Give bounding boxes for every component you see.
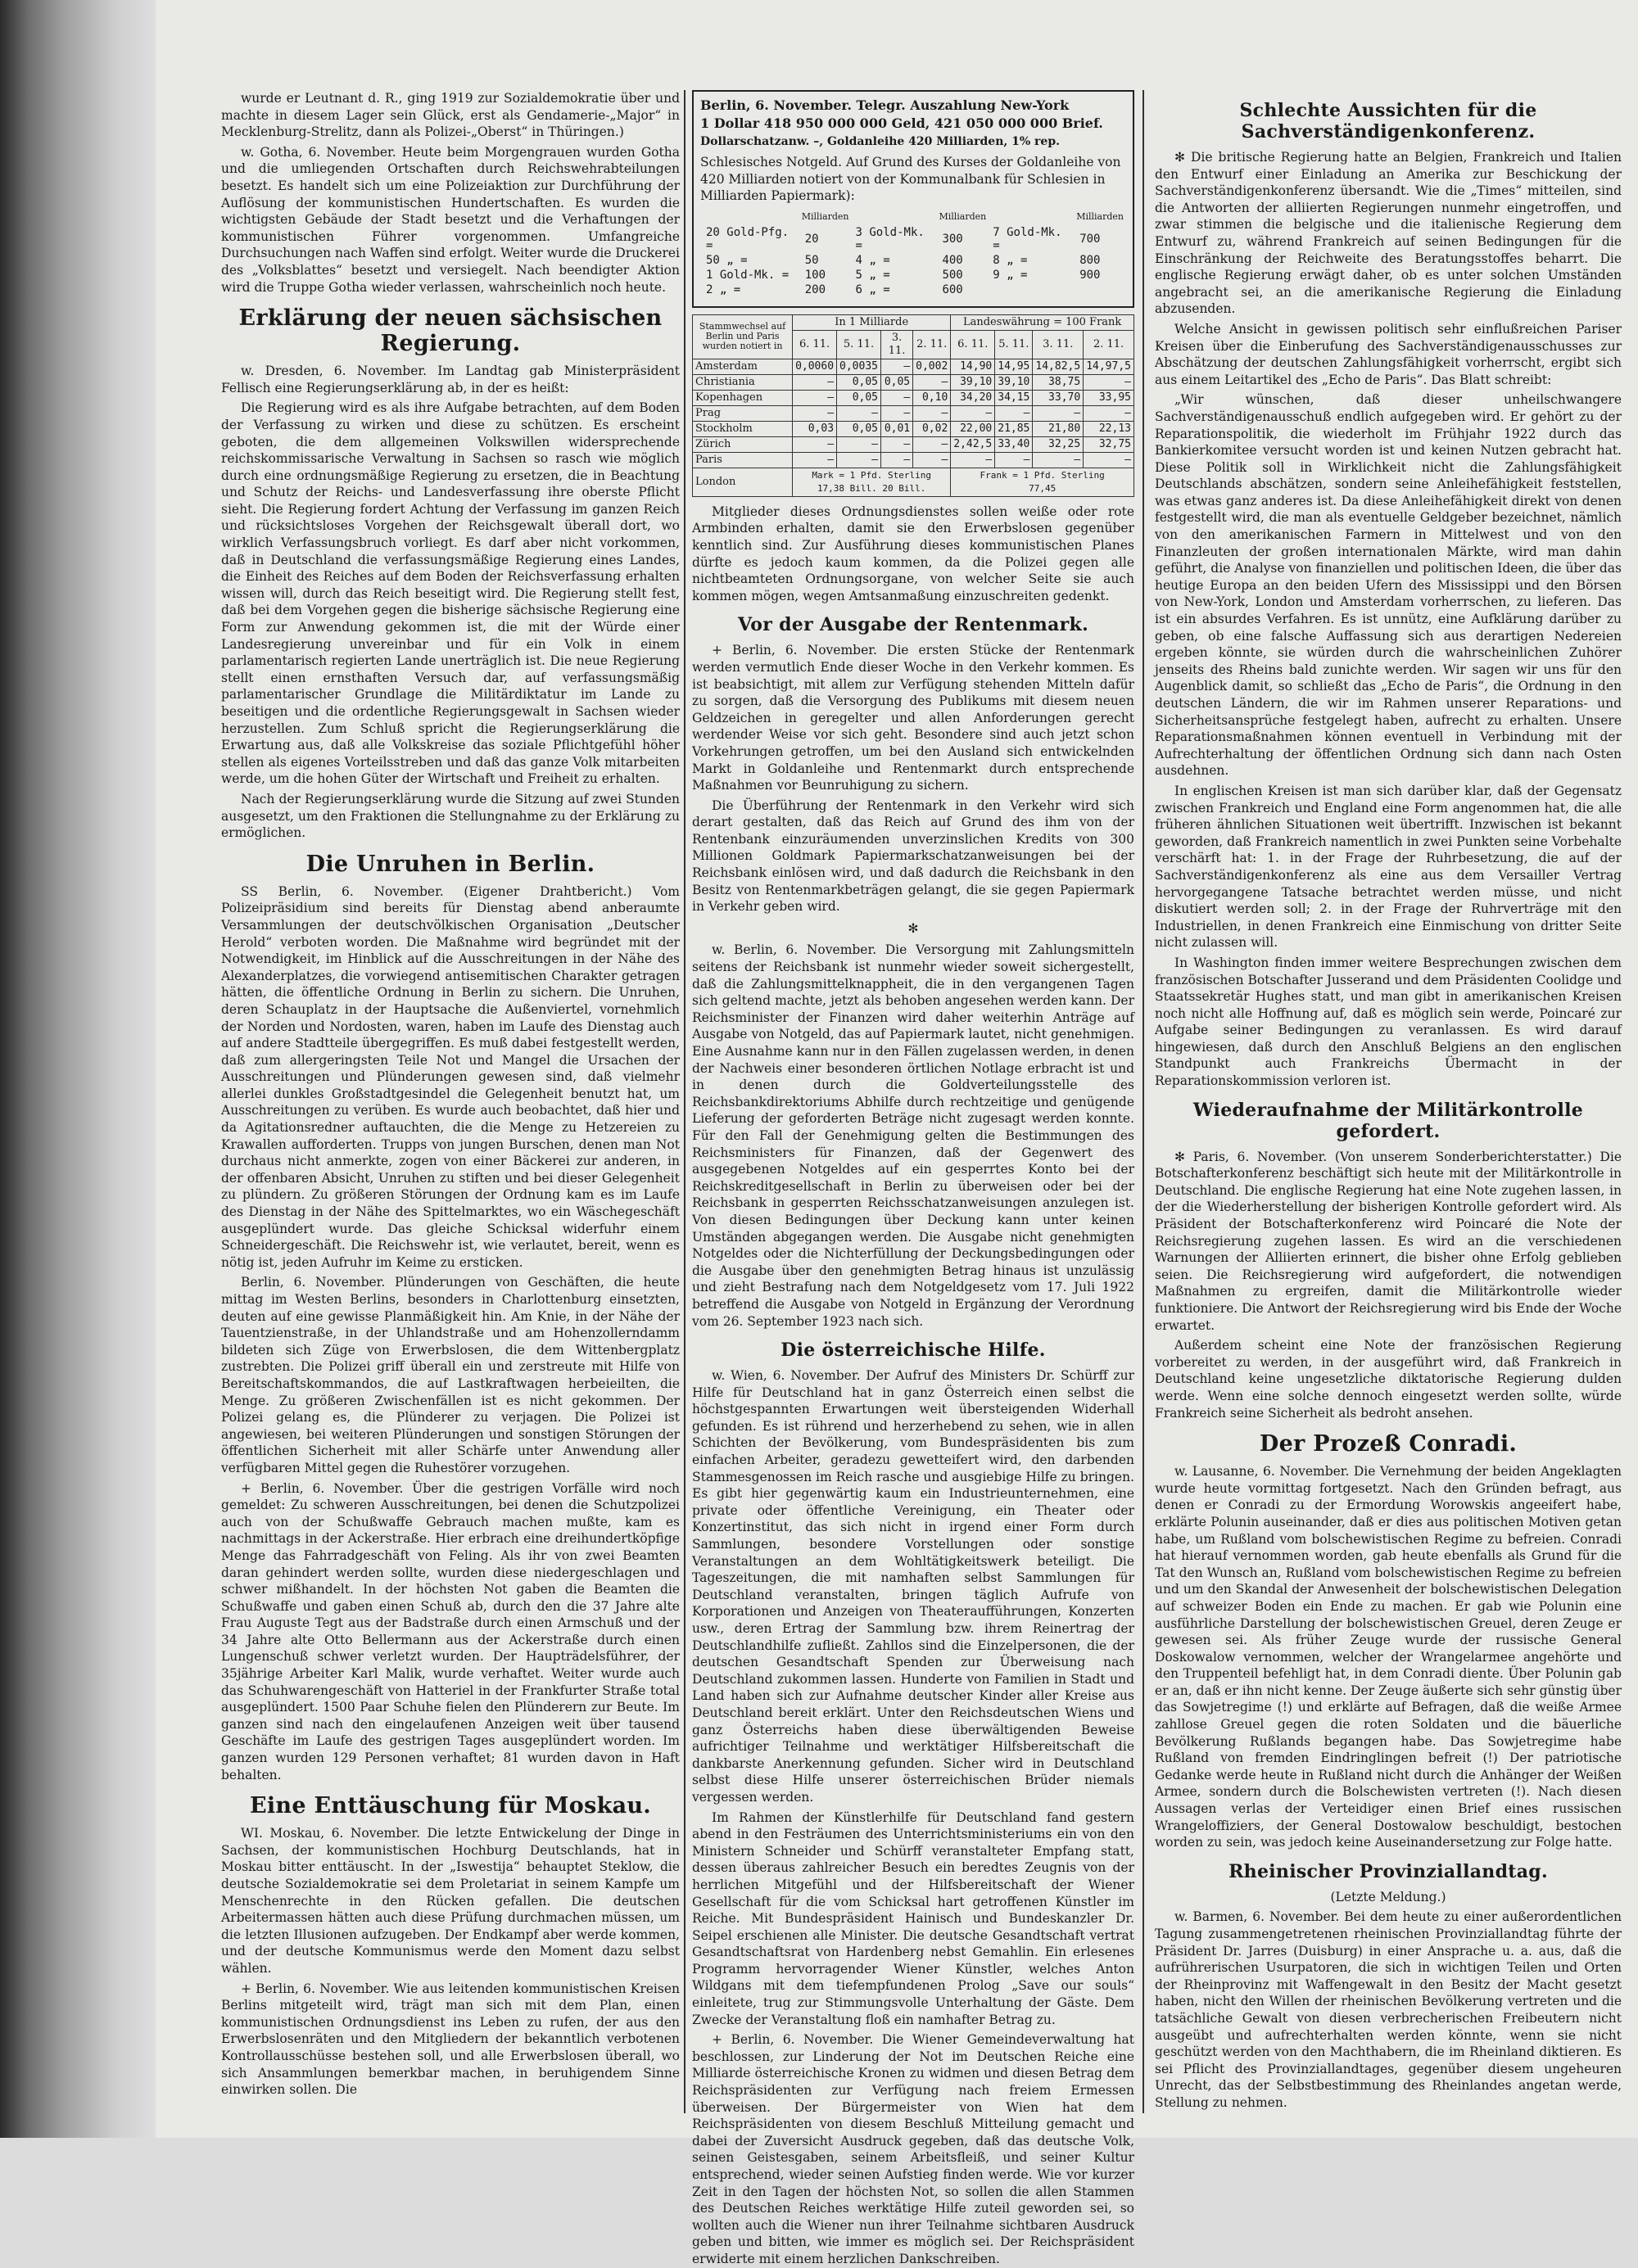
rates-cell: – [881, 390, 913, 405]
table-row [702, 226, 1124, 252]
austrian-aid-report-3: + Berlin, 6. November. Die Wiener Gemeindeverwaltung hat beschlossen, zur Linderung der Not im Deutschen Reiche eine Milliarde österreichische Kronen zu widmen und diesen Betrag dem Reichspräsidenten zur Verfügung nach freiem Ermessen überweisen. Der Bürgermeister von Wien hat dem Reichspräsidenten von diesem Beschluß Mitteilung gemacht und dabei der Zuversicht Ausdruck gegeben, daß das deutsche Volk, seinen Geistesgaben, seinem Arbeitsfleiß, und seiner Kultur entsprechend, wieder seinen Aufstieg finden werde. Wie vor kurzer Zeit in den Tagen der höchsten Not, so sollen die allen Stammen des Deutschen Reiches werktätige Hilfe zuteil geworden sei, so wollten auch die Wiener nun ihrer Teilnahme sichtbaren Ausdruck geben und bitten, wie immer es möglich sei. Der Reichspräsident erwiderte mit einem herzlichen Dankschreiben. [692, 2032, 1134, 2266]
last-report-label: (Letzte Meldung.) [1330, 1889, 1446, 1904]
headline-saxon-government: Erklärung der neuen sächsischen Regierung. [238, 305, 663, 357]
headline-rentenmark: Vor der Ausgabe der Rentenmark. [737, 614, 1089, 636]
newspaper-page [156, 0, 1638, 2266]
rates-cell: – [793, 405, 837, 421]
rates-group-header: In 1 Milliarde [793, 314, 951, 330]
london-frank-rate [951, 468, 1134, 496]
rates-cell: 22,00 [951, 421, 995, 436]
table-cell: 700 [1079, 232, 1101, 246]
column-left [221, 90, 680, 2113]
conradi-trial-report: w. Lausanne, 6. November. Die Vernehmung der beiden Angeklagten wurde heute vormittag fortgesetzt. Nach den Gründen befragt, aus denen er Conradi zu der Ermordung Worowskis angeeifert habe, erklärte Polunin auseinander, daß er dies aus politischen Motiven getan habe, um Rußland vom bolschewistischen Regime zu befreien. Conradi hat hierauf vernommen worden, gab heute ebenfalls als Grund für die Tat den Wunsch an, Rußland vom bolschewistischen Regime zu befreien und um den Skandal der Anwesenheit der bolschewistischen Delegation auf schweizer Boden ein Ende zu machen. Er gab wie Polunin eine ausführliche Darstellung der bolschewistischen Greuel, deren Zeuge er gewesen sei. Als früher Zeuge wurde der russische General Doskowalow vernommen, welcher der Wrangelarmee angehörte und den Truppenteil befehligt hat, in dem Conradi diente. Über Polunin gab er an, daß er ihn nicht kenne. Der Zeuge äußerte sich sehr günstig über das Sowjetregime (!) und erklärte auf Befragen, daß die weiße Armee zahllose Greuel gegen die roten Soldaten und die bäuerliche Bevölkerung Rußlands begangen habe. Das Sowjetregime habe Rußland von fremden Eindringlingen befreit (!) Der patriotische Gedanke werde heute in Rußland nicht durch die Anhänger der Weißen Armee, sondern durch die Bolschewisten vertreten (!). Nach diesen Aussagen verlas der Verteidiger einen Brief eines russischen Wrangeloffiziers, der General Dostowalow beschuldigt, bestochen worden zu sein, was jedoch keine Auseinandersetzung zur Folge hatte. [1155, 1464, 1622, 1850]
moscow-report: WI. Moskau, 6. November. Die letzte Entwickelung der Dinge in Sachsen, der kommunistischen Hochburg Deutschlands, hat in Moskau bitter enttäuscht. In der „Iswestija“ behauptet Steklow, die deutsche Sozialdemokratie sei dem Proletariat in seinem Kampfe um Menschenrechte in den Rücken gefallen. Die deutschen Arbeitermassen hätten auch diese Prüfung durchmachen müssen, um die letzten Illusionen aufzugeben. Der Endkampf aber werde kommen, und der deutsche Kommunismus werde den Moment dazu selbst wählen. [221, 1826, 680, 1976]
echo-de-paris-quote: „Wir wünschen, daß dieser unheilschwangere Sachverständigenausschuß endlich aufgegeben wird. Er gehört zu der Reparationspolitik, die wiederholt im Frühjahr 1922 durch das Bankierkomitee versucht worden ist und keinen Nutzen gebracht hat. Diese Politik soll in Wirklichkeit nicht die Zahlungsfähigkeit Deutschlands abschätzen, sondern seine Anleihefähigkeit feststellen, was etwas ganz anderes ist. Da diese Anleihefähigkeit direkt von denen festgestellt wird, die man als eventuelle Geldgeber bezeichnet, nämlich von den amerikanischen Farmern in Mittelwest und von den Finanzleuten der großen internationalen Märkte, wird man dahin geführt, die Analyse von finanziellen und politischen Ideen, die über das heutige Europa an den beiden Ufern des Mississippi und den Börsen von New-York, London und Amsterdam vorherrschen, zu lieferen. Das ist ein absurdes Verfahren. Es ist unnütz, eine Aufklärung darüber zu geben, ob eine falsche Auffassung sich aus derartigen Nedereien ergeben könnte, sie würden durch die wahrscheinlichen Zuhörer jenseits des Rheins bald zunichte werden. Wir sagen wir uns für den Augenblick damit, so schließt das „Echo de Paris“, die Ordnung in den deutschen Ländern, die wir im Rahmen unserer Reparations- und Sicherheitsansprüche festgelegt haben, aufrecht zu erhalten. Unsere Reparationsmaßnahmen können eventuell in Verbindung mit der Aufrechterhaltung der öffentlichen Ordnung sich dann nach Osten ausdehnen. [1155, 392, 1622, 779]
rates-cell: – [881, 405, 913, 421]
rates-cell: 14,90 [951, 359, 995, 374]
table-cell: 1 Gold-Mk. = [706, 268, 790, 282]
table-row [693, 421, 1134, 436]
rates-cell: 0,002 [913, 359, 951, 374]
unrest-report-1: SS Berlin, 6. November. (Eigener Drahtbericht.) Vom Polizeipräsidium sind bereits für Dienstag abend anberaumte Versammlungen der deutschvölkischen Organisation „Deutscher Herold“ verboten worden. Die Maßnahme wird begründet mit der Notwendigkeit, im Hinblick auf die Ausschreitungen in der Nähe des Alexanderplatzes, die vorwiegend antisemitischen Charakter getragen hätten, die öffentliche Ordnung in Berlin zu sichern. Die Unruhen, deren Schauplatz in der Hauptsache die Außenviertel, vornehmlich der Norden und Nordosten, waren, haben im Laufe des Dienstag auch auf andere Stadtteile übergegriffen. Es muß dabei festgestellt werden, daß zum allergeringsten Teile Not und Mangel die Ursachen der Ausschreitungen und Plünderungen gewesen sind, daß vielmehr allerlei dunkles Großstadtgesindel die Gelegenheit benutzt hat, um Ausschreitungen zu verüben. Es wurde auch beobachtet, daß hier und da Agitationsredner auftauchten, die die Menge zu Hetzereien zu Krawallen aufforderten. Trupps von jungen Burschen, denen man Not durchaus nicht anmerkte, zogen von einer Bäckerei zur anderen, in der offenbaren Absicht, Unruhen zu stiften und bei dieser Gelegenheit zu plündern. Zu größeren Störungen der Ordnung kam es im Laufe des Dienstag in der Nähe des Spittelmarktes, wo ein Wäschegeschäft ausgeplündert wurde. Das gleiche Schicksal widerfuhr einem Schneidergeschäft. Die Reichswehr ist, wie verlautet, bereit, wenn es nötig ist, jeden Aufruhr im Keime zu ersticken. [221, 883, 680, 1270]
rates-date: 2. 11. [1084, 330, 1134, 359]
headline-berlin-unrest: Die Unruhen in Berlin. [305, 851, 595, 877]
table-cell: 3 Gold-Mk. = [855, 225, 925, 252]
rates-cell: – [793, 452, 837, 468]
rates-cell: 0,0060 [793, 359, 837, 374]
rates-cell: – [881, 452, 913, 468]
rates-cell: 21,85 [995, 421, 1033, 436]
rates-cell: – [837, 436, 881, 452]
article-continuation: wurde er Leutnant d. R., ging 1919 zur Sozialdemokratie über und machte in diesem Lager sein Glück, erst als Gendamerie-„Major“ in Mecklenburg-Strelitz, dann als Polizei-„Oberst“ in Thüringen.) [221, 91, 680, 140]
rates-cell: – [1084, 405, 1134, 421]
rates-cell: – [1033, 452, 1084, 468]
rates-cell: 34,15 [995, 390, 1033, 405]
table-row [693, 374, 1134, 390]
rates-cell: 0,01 [881, 421, 913, 436]
scan-binding-edge [0, 0, 156, 2138]
unrest-report-2: Berlin, 6. November. Plünderungen von Geschäften, die heute mittag im Westen Berlins, besonders in Charlottenburg einsetzten, deuten auf eine gewisse Planmäßigkeit hin. Am Knie, in der Nähe der Tauentzienstraße, in der Uhlandstraße und am Hohenzollerndamm bildeten sich Züge von Erwerbslosen, die dem Wittenbergplatz zustrebten. Die Polizei griff überall ein und zerstreute mit Hilfe von Bereitschaftskommandos, die auf Lastkraftwagen herbeieilten, die Menge. Zu größeren Zwischenfällen ist es nicht gekommen. Der Polizei gelang es, die Plünderer zu verjagen. Die Polizei ist angewiesen, bei weiteren Plünderungen und sonstigen Störungen der öffentlichen Sicherheit mit aller Schärfe unter Anwendung aller verfügbaren Mittel gegen die Ruhestörer vorzugehen. [221, 1275, 680, 1475]
rates-cell: 33,70 [1033, 390, 1084, 405]
table-cell: 50 „ = [706, 253, 748, 267]
rates-cell: 33,95 [1084, 390, 1134, 405]
table-cell: 7 Gold-Mk. = [993, 225, 1062, 252]
expert-conference-3: In englischen Kreisen ist man sich darüber klar, daß der Gegensatz zwischen Frankreich und England eine Form angenommen hat, die alle früheren ähnlichen Situationen weit übertrifft. Inzwischen ist bekannt geworden, daß Frankreich namentlich in zwei Punkten seine Vorbehalte verschärft hat: 1. in der Frage der Ruhrbesetzung, die auf der Sachverständigenkonferenz als eine aus dem Versailler Vertrag hervorgegangene Tatsache betrachtet werden müsse, und nicht diskutiert werden soll; 2. in der Frage der Ruhrverträge mit den Industriellen, in denen Frankreich eine Einmischung von dritter Seite nicht zulassen will. [1155, 783, 1622, 951]
headline-moscow: Eine Enttäuschung für Moskau. [249, 1793, 652, 1819]
rates-date: 6. 11. [793, 330, 837, 359]
rates-cell: – [881, 436, 913, 452]
rates-cell: – [951, 452, 995, 468]
rates-date: 5. 11. [995, 330, 1033, 359]
notgeld-col-head: Milliarden [939, 210, 987, 222]
rates-cell: – [837, 405, 881, 421]
exchange-rates-table [692, 314, 1134, 497]
currency-supply-report: w. Berlin, 6. November. Die Versorgung mit Zahlungsmitteln seitens der Reichsbank ist nunmehr wieder soweit sichergestellt, daß die Zahlungsmittelknappheit, die in den vergangenen Tagen sich geltend machte, jetzt als behoben angesehen werden kann. Der Reichsminister der Finanzen wird daher weiterhin Anträge auf Ausgabe von Notgeld, das auf Papiermark lautet, nicht genehmigen. Eine Ausnahme kann nur in den Fällen zugelassen werden, in denen der Nachweis einer besonderen örtlichen Notlage erbracht ist und in denen durch die Goldverteilungsstelle des Reichsbankdirektoriums Abhilfe durch rechtzeitige und genügende Lieferung der geforderten Beträge nicht zugesagt werden konnte. Für den Fall der Genehmigung gelten die Bestimmungen des Reichsministers für Finanzen, daß der Gegenwert des ausgegebenen Notgeldes auf ein gesperrtes Konto bei der Reichskreditgesellschaft in Berlin zu überweisen oder bei der Reichsbank in gesperrten Reichsschatzanweisungen anzulegen ist. Von diesen Bedingungen über Deckung kann unter keinen Umständen abgegangen werden. Die Ausgabe nicht genehmigten Notgeldes oder die Nichterfüllung der Deckungsbedingungen oder die Ausgabe über den genehmigten Betrag hinaus ist unzulässig und zieht Bestrafung nach dem Notgeldgesetz vom 17. Juli 1922 betreffend die Ausgabe von Notgeld in Ergänzung der Verordnung vom 26. September 1923 nach sich. [692, 942, 1134, 1329]
rates-cell: 38,75 [1033, 374, 1084, 390]
london-mark-label: Mark = 1 Pfd. Sterling [812, 469, 932, 481]
headline-expert-conference: Schlechte Aussichten für die Sachverständigenkonferenz. [1239, 100, 1537, 142]
rentenmark-report-2: Die Überführung der Rentenmark in den Verkehr wird sich derart gestalten, daß das Reich auf Grund des ihm von der Rentenbank einzuräumenden unverzinslichen Kredits von 300 Millionen Goldmark Papiermarkschatzanweisungen bei der Reichsbank einlösen wird, und daß dadurch die Reichsbank in den Besitz von Rentenmarkbeträgen gelangt, die sie gegen Papiermark in Verkehr geben wird. [692, 797, 1134, 915]
rates-cell: 32,25 [1033, 436, 1084, 452]
table-row [693, 405, 1134, 421]
london-frank-label: Frank = 1 Pfd. Sterling [980, 469, 1105, 481]
london-mark-value: 17,38 Bill. 20 Bill. [817, 482, 926, 494]
rates-cell: – [995, 405, 1033, 421]
exchange-rate-line-1: Berlin, 6. November. Telegr. Auszahlung New-York [700, 97, 1070, 113]
expert-conference-1: ✻ Die britische Regierung hatte an Belgien, Frankreich und Italien den Entwurf einer Einladung an Amerika zur Beschickung der Sachverständigenkonferenz übersandt. Wie die „Times“ mitteilen, sind die Antworten der alliierten Regierungen nunmehr eingetroffen, und zwar stimmen die belgische und die italienische Regierung dem Entwurf zu, während Frankreich auf seinen Bedingungen für die Einschränkung der Reichweite des Beratungsstoffes beharrt. Die englische Regierung erwägt daher, ob es unter solchen Umständen angebracht sei, an die amerikanische Regierung die Einladung abzusenden. [1155, 150, 1622, 317]
dresden-dateline: w. Dresden, 6. November. Im Landtag gab Ministerpräsident Fellisch eine Regierungserklärung ab, in der es heißt: [221, 364, 680, 395]
rates-city: Prag [693, 405, 793, 421]
notgeld-col-head: Milliarden [801, 210, 849, 222]
rates-cell: – [951, 405, 995, 421]
table-row [693, 390, 1134, 405]
rates-cell: 0,05 [881, 374, 913, 390]
rates-cell: – [995, 452, 1033, 468]
rates-cell: 14,95 [995, 359, 1033, 374]
rates-city: London [693, 468, 793, 496]
gotha-report: w. Gotha, 6. November. Heute beim Morgengrauen wurden Gotha und die umliegenden Ortschaften durch Reichswehrabteilungen besetzt. Es handelt sich um eine Polizeiaktion zur Durchführung der Auflösung der kommunistischen Hundertschaften. Es wurden die wichtigsten Gebäude der Stadt besetzt und die Verhaftungen der kommunistischen Führer vorgenommen. Umfangreiche Durchsuchungen nach Waffen sind erfolgt. Weiter wurde die Druckerei des „Volksblattes“ besetzt und versiegelt. Nach beendigter Aktion wird die Truppe Gotha wieder verlassen, wahrscheinlich noch heute. [221, 144, 680, 295]
rates-city: Paris [693, 452, 793, 468]
london-mark-rate [793, 468, 951, 496]
rates-cell: 0,02 [913, 421, 951, 436]
table-cell: 100 [804, 268, 826, 282]
emergency-money-table [700, 208, 1126, 298]
table-row [702, 269, 1124, 282]
rates-cell: 39,10 [951, 374, 995, 390]
rates-cell: 0,05 [837, 374, 881, 390]
rates-cell: – [913, 436, 951, 452]
rates-cell: 22,13 [1084, 421, 1134, 436]
gold-loan-line: Dollarschatzanw. –, Goldanleihe 420 Milliarden, 1% rep. [700, 135, 1060, 148]
rates-cell: – [1033, 405, 1084, 421]
rates-cell: 14,97,5 [1084, 359, 1134, 374]
rates-date: 6. 11. [951, 330, 995, 359]
rates-cell: 32,75 [1084, 436, 1134, 452]
table-cell: 8 „ = [993, 253, 1028, 267]
table-cell: 900 [1079, 268, 1101, 282]
rates-date: 2. 11. [913, 330, 951, 359]
rates-cell: 21,80 [1033, 421, 1084, 436]
rates-cell: – [1084, 374, 1134, 390]
rates-city: Zürich [693, 436, 793, 452]
headline-military-control: Wiederaufnahme der Militärkontrolle gefordert. [1192, 1099, 1584, 1142]
exchange-box [692, 90, 1134, 308]
communist-order-report: + Berlin, 6. November. Wie aus leitenden kommunistischen Kreisen Berlins mitgeteilt wird, trägt man sich mit dem Plan, einen kommunistischen Ordnungsdienst ins Leben zu rufen, der aus den Erwerbslosenräten und den Mitgliedern der bekanntlich verbotenen Kontrollausschüsse bestehen soll, und alle Erwerbslosen überall, wo sich Ansammlungen bemerkbar machen, in beruhigendem Sinne einwirken sollen. Die [221, 1981, 680, 2098]
headline-austrian-aid: Die österreichische Hilfe. [781, 1340, 1046, 1362]
notgeld-col-head: Milliarden [1076, 210, 1124, 222]
rates-cell: – [793, 390, 837, 405]
table-cell: 200 [804, 282, 826, 296]
table-cell: 5 „ = [855, 268, 890, 282]
declaration-text: Die Regierung wird es als ihre Aufgabe betrachten, auf dem Boden der Verfassung zu wirken und diese zu schützen. Es erscheint geboten, die dem allgemeinen Volkswillen widersprechende reichskommissarische Verwaltung in Sachsen so rasch wie möglich durch eine ordnungsmäßige Regierung zu ersetzen, die in Beachtung und Schutz der Reichs- und Landesverfassung ihre oberste Pflicht sieht. Die Regierung fordert Achtung der Verfassung im ganzen Reich und rücksichtsloses Vorgehen der Reichsgewalt überall dort, wo wirklich Verfassungsbruch vorliegt. Es darf aber nicht vorkommen, daß in Deutschland die verfassungsmäßige Regierung eines Landes, die Einheit des Reiches auf dem Boden der Reichsverfassung erhalten wissen will, durch das Reich beseitigt wird. Die Regierung stellt fest, daß bei dem Vorgehen gegen die bisherige sächsische Regierung eine Form zur Anwendung gekommen ist, die mit der Würde einer Landesregierung unvereinbar und für ein Volk in einem parlamentarisch regierten Lande unerträglich ist. Die neue Regierung stellt einen ernsthaften Versuch dar, auf verfassungsmäßig parlamentarischer Grundlage die Militärdiktatur im Lande zu beseitigen und die ordentliche Regierungsgewalt in Sachsen wieder herzustellen. Zum Schluß spricht die Regierungserklärung die Erwartung aus, daß alle Volkskreise das soziale Pflichtgefühl höher stellen als eigenes Vorteilsstreben und daß das ganze Volk mitarbeiten werde, um die hohen Güter der Wirtschaft und Freiheit zu erhalten. [221, 400, 680, 787]
table-cell: 600 [942, 282, 963, 296]
rates-cell: 2,42,5 [951, 436, 995, 452]
rates-cell: – [837, 452, 881, 468]
rates-cell: 33,40 [995, 436, 1033, 452]
table-cell: 20 Gold-Pfg. = [706, 225, 790, 252]
table-cell: 2 „ = [706, 282, 741, 296]
rates-corner-label: Stammwechsel auf Berlin und Paris wurden notiert in [693, 314, 793, 359]
column-rule [684, 90, 686, 2113]
rates-cell: – [913, 452, 951, 468]
rates-cell: – [881, 359, 913, 374]
table-cell: 400 [942, 253, 963, 267]
headline-provincial-diet: Rheinischer Provinziallandtag. [1228, 1860, 1548, 1882]
table-row [693, 468, 1134, 496]
rates-cell: 34,20 [951, 390, 995, 405]
rates-city: Christiania [693, 374, 793, 390]
separator-asterisk: ✻ [907, 920, 919, 936]
table-row [693, 452, 1134, 468]
rates-body [693, 359, 1134, 468]
rates-date: 3. 11. [881, 330, 913, 359]
rates-cell: – [1084, 452, 1134, 468]
provincial-diet-report: w. Barmen, 6. November. Bei dem heute zu einer außerordentlichen Tagung zusammengetretenen rheinischen Provinziallandtag führte der Präsident Dr. Jarres (Duisburg) in einer Ansprache u. a. aus, daß die aufrührerischen Usurpatoren, die sich in wichtigen Teilen und Orten der Rheinprovinz mit Waffengewalt in den Besitz der Macht gesetzt haben, nicht den Willen der rheinischen Bevölkerung vertreten und die tatsächliche Gewalt von diesen verbrecherischen Freibeutern nicht ausgeübt und aufrechterhalten werden könnte, wenn sie nicht geschützt werden von den Machthabern, die im Rheinland diktieren. Es sei Pflicht des Provinziallandtages, gegenüber diesem ungeheuren Unrecht, das der Selbstbestimmung des Rheinlandes angetan werde, Stellung zu nehmen. [1155, 1909, 1622, 2110]
table-cell: 6 „ = [855, 282, 890, 296]
rates-city: Kopenhagen [693, 390, 793, 405]
rates-cell: 14,82,5 [1033, 359, 1084, 374]
order-service-continuation: Mitglieder dieses Ordnungsdienstes sollen weiße oder rote Armbinden erhalten, damit sie den Erwerbslosen gegenüber kenntlich sind. Zur Ausführung dieses kommunistischen Planes dürfte es jedoch kaum kommen, da die Polizei gegen alle nichtbeamteten Ordnungsorgane, von welcher Seite sie auch kommen mögen, wegen Amtsanmaßung einzuschreiten gedenkt. [692, 504, 1134, 603]
column-middle [692, 90, 1134, 2266]
rates-cell: – [793, 436, 837, 452]
table-cell: 4 „ = [855, 253, 890, 267]
rates-cell: 0,05 [837, 421, 881, 436]
headline-conradi-trial: Der Prozeß Conradi. [1259, 1431, 1518, 1457]
military-control-2: Außerdem scheint eine Note der französischen Regierung vorbereitet zu werden, in der ausgeführt wird, daß Frankreich in Deutschland keine ungesetzliche diktatorische Regierung dulden werde. Wenn eine solche dennoch eingesetzt werden sollte, würde Frankreich seine Sicherheit als bedroht ansehen. [1155, 1338, 1622, 1421]
column-right [1155, 90, 1622, 2113]
rates-cell: 0,05 [837, 390, 881, 405]
expert-conference-2: Welche Ansicht in gewissen politisch sehr einflußreichen Pariser Kreisen über die Einberufung des Sachverständigenausschusses zur Abschätzung der deutschen Zahlungsfähigkeit vorherrscht, ergibt sich aus einem Leitartikel des „Echo de Paris“. Das Blatt schreibt: [1155, 321, 1622, 387]
austrian-aid-report-1: w. Wien, 6. November. Der Aufruf des Ministers Dr. Schürff zur Hilfe für Deutschland hat in ganz Österreich einen selbst die höchstgespannten Erwartungen weit übersteigenden Widerhall gefunden. Es ist rührend und herzerhebend zu sehen, wie in allen Schichten der Bevölkerung, vom Bundespräsidenten bis zum einfachen Arbeiter, geradezu gewetteifert wird, den darbenden Stammesgenossen im Reich rasche und ausgiebige Hilfe zu bringen. Es gibt hier gegenwärtig kaum ein Industrieunternehmen, eine private oder öffentliche Vereinigung, ein Theater oder Konzertinstitut, das sich nicht in irgend einer Form durch Sammlungen, besondere Vorstellungen oder sonstige Veranstaltungen an dem Wohltätigkeitswerk beteiligt. Die Tageszeitungen, die mit namhaften selbst Sammlungen für Deutschland veranstalten, bringen täglich Aufrufe von Korporationen und Anzeigen von Theateraufführungen, Konzerten usw., deren Ertrag der Sammlung bzw. ihrem Reinertrag der Deutschlandhilfe zufließt. Zahllos sind die Einzelpersonen, die der deutschen Gesandtschaft Spenden zur Überweisung nach Deutschland zukommen lassen. Hunderte von Familien in Stadt und Land haben sich zur Aufnahme deutscher Kinder aller Kreise aus Deutschland bereit erklärt. Unter den Reichsdeutschen Wiens und ganz Österreichs haben diese überwältigenden Beweise aufrichtiger Teilnahme und werktätiger Hilfsbereitschaft die dankbarste Anerkennung gefunden. Sicher wird in Deutschland selbst diese Hilfe unserer österreichischen Brüder niemals vergessen werden. [692, 1368, 1134, 1805]
rates-cell: 39,10 [995, 374, 1033, 390]
rates-group-header: Landeswährung = 100 Frank [951, 314, 1134, 330]
rates-city: Stockholm [693, 421, 793, 436]
rates-cell: – [793, 374, 837, 390]
table-cell: 500 [942, 268, 963, 282]
rates-cell: – [913, 374, 951, 390]
exchange-rate-line-2: 1 Dollar 418 950 000 000 Geld, 421 050 000 000 Brief. [700, 115, 1103, 131]
rates-city: Amsterdam [693, 359, 793, 374]
rates-cell: – [913, 405, 951, 421]
rates-date: 3. 11. [1033, 330, 1084, 359]
table-cell [1075, 283, 1124, 296]
military-control-1: ✻ Paris, 6. November. (Von unserem Sonderberichterstatter.) Die Botschafterkonferenz beschäftigt sich heute mit der Militärkontrolle in Deutschland. Die englische Regierung hat eine Note zugehen lassen, in der die Wiederherstellung der bisherigen Kontrolle gefordert wird. Als Präsident der Botschafterkonferenz wird Poincaré die Note der Reichsregierung zugehen lassen. Es wird an die verschiedenen Warnungen der Alliierten erinnert, die bisher ohne Erfolg geblieben seien. Die Reichsregierung wird aufgefordert, die notwendigen Maßnahmen zu ergreifen, damit die Militärkontrolle wieder funktioniere. Die Antwort der Reichsregierung wird bis Ende der Woche erwartet. [1155, 1149, 1622, 1333]
london-frank-value: 77,45 [1029, 482, 1057, 494]
rates-date: 5. 11. [837, 330, 881, 359]
unrest-report-3: + Berlin, 6. November. Über die gestrigen Vorfälle wird noch gemeldet: Zu schweren Ausschreitungen, bei denen die Schutzpolizei auch von der Schußwaffe Gebrauch machen mußte, kam es nachmittags in der Ackerstraße. Hier erbrach eine dreihundertköpfige Menge das Fahrradgeschäft von Feling. Als ihr von zwei Beamten daran gehindert werden sollte, wurden diese niedergeschlagen und schwer mißhandelt. In der höchsten Not gaben die Beamten die Schußwaffe und gaben einen Schuß ab, durch den die 37 Jahre alte Frau Auguste Tegt aus der Badstraße durch einen Armschuß und der 34 Jahre alte Otto Bellermann aus der Ackerstraße durch einen Lungenschuß schwer verletzt wurden. Der Haupträdelsführer, der 35jährige Arbeiter Karl Malik, wurde verhaftet. Weiter wurde auch das Schuhwarengeschäft von Hatteriel in der Frankfurter Straße total ausgeplündert. 1500 Paar Schuhe fielen den Plünderern zur Beute. Im ganzen sind nach den eingelaufenen Anzeigen weit über tausend Geschäfte im Laufe des gestrigen Tages ausgeplündert worden. Im ganzen wurden 129 Personen verhaftet; 81 wurden davon in Haft behalten. [221, 1480, 680, 1782]
table-row [702, 283, 1124, 296]
table-row [693, 359, 1134, 374]
rates-cell: 0,03 [793, 421, 837, 436]
table-cell: 800 [1079, 253, 1101, 267]
rates-cell: 0,0035 [837, 359, 881, 374]
expert-conference-4: In Washington finden immer weitere Besprechungen zwischen dem französischen Botschafter Jusserand und dem Präsidenten Coolidge und Staatssekretär Hughes statt, und man gibt in amerikanischen Kreisen noch nicht alle Hoffnung auf, daß es möglich sein werde, Poincaré zur Aufgabe seiner Bedingungen zu veranlassen. Es wird darauf hingewiesen, daß durch den Anschluß Belgiens an den englischen Standpunkt auch Frankreichs Übermacht in der Reparationskommission verloren ist. [1155, 955, 1622, 1089]
table-row [693, 436, 1134, 452]
rentenmark-report-1: + Berlin, 6. November. Die ersten Stücke der Rentenmark werden vermutlich Ende dieser Woche in den Verkehr kommen. Es ist beabsichtigt, mit allem zur Verfügung stehenden Mitteln dafür zu sorgen, daß die Versorgung des Publikums mit diesem neuen Geldzeichen in geregelter und allen Anforderungen gerecht werdender Weise vor sich geht. Besondere sind auch jetzt schon Vorkehrungen getroffen, um bei den Ausland sich entwickelnden Markt in Goldanleihe und Rentenmarkt durch entsprechende Maßnahmen vor Beunruhigung zu sichern. [692, 643, 1134, 793]
table-cell [989, 283, 1074, 296]
table-cell: 300 [942, 232, 963, 246]
emergency-money-note: Schlesisches Notgeld. Auf Grund des Kurses der Goldanleihe von 420 Milliarden notiert von der Kommunalbank für Schlesien in Milliarden Papiermark): [700, 155, 1121, 204]
table-cell: 20 [804, 232, 819, 246]
table-cell: 50 [804, 253, 819, 267]
table-row [702, 254, 1124, 267]
rates-cell: 0,10 [913, 390, 951, 405]
austrian-aid-report-2: Im Rahmen der Künstlerhilfe für Deutschland fand gestern abend in den Festräumen des Unterrichtsministeriums ein von den Ministern Schneider und Schürff veranstalteter Empfang statt, dessen überaus zahlreicher Besuch ein beredtes Zeugnis von der herrlichen Mitgefühl und der Hilfsbereitschaft der Wiener Gesellschaft für die vom Schicksal hart getroffenen Künstler im Reiche. Mit Bundespräsident Hainisch und Bundeskanzler Dr. Seipel erschienen alle Minister. Die deutsche Gesandtschaft vertrat Gesandtschaftsrat von Hardenberg nebst Gemahlin. Ein erlesenes Programm hervorragender Wiener Künstler, welches Anton Wildgans mit dem tiefempfundenen Prolog „Save our souls“ einleitete, trug zur Stimmungsvolle Unterhaltung der Gäste. Dem Zwecke der Veranstaltung floß ein namhafter Betrag zu. [692, 1809, 1134, 2027]
column-rule [1143, 90, 1144, 2113]
declaration-closing: Nach der Regierungserklärung wurde die Sitzung auf zwei Stunden ausgesetzt, um den Fraktionen die Stellungnahme zu der Erklärung zu ermöglichen. [221, 791, 680, 841]
table-cell: 9 „ = [993, 268, 1028, 282]
